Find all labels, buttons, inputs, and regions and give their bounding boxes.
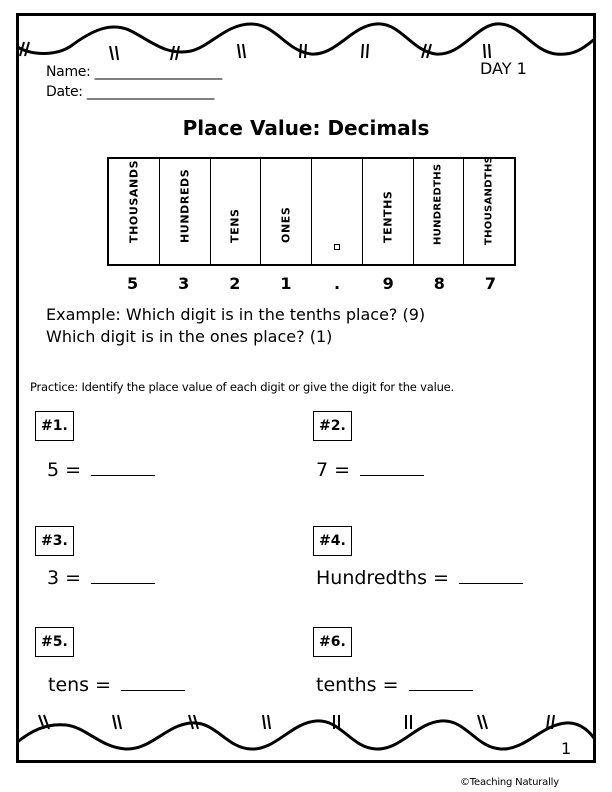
copyright-footer: ©Teaching Naturally xyxy=(460,777,559,788)
column-label: HUNDREDTHS xyxy=(432,163,444,245)
question-prompt: 7 = xyxy=(316,459,351,481)
digit: 3 xyxy=(178,274,190,293)
question-prompt: 5 = xyxy=(47,459,82,481)
column-tenths xyxy=(363,159,414,264)
question-1 xyxy=(47,459,155,481)
answer-blank[interactable] xyxy=(360,461,424,476)
answer-blank[interactable] xyxy=(459,569,523,584)
digit: 1 xyxy=(280,274,292,293)
name-field[interactable]: Name: ___________________ xyxy=(46,64,222,80)
answer-blank[interactable] xyxy=(91,569,155,584)
question-number-2: #2. xyxy=(313,411,352,441)
question-prompt: 3 = xyxy=(47,567,82,589)
question-number-3: #3. xyxy=(35,526,74,556)
question-2 xyxy=(316,459,424,481)
column-label: THOUSANDTHS xyxy=(483,155,495,245)
answer-blank[interactable] xyxy=(409,676,473,691)
date-field[interactable]: Date: ___________________ xyxy=(46,84,215,100)
question-5 xyxy=(48,674,185,696)
question-number-4: #4. xyxy=(313,526,352,556)
practice-instructions: Practice: Identify the place value of each digit or give the digit for the value. xyxy=(30,380,455,394)
digit: 5 xyxy=(126,274,139,293)
day-label: DAY 1 xyxy=(480,59,527,78)
column-tens xyxy=(211,159,262,264)
column-label: TENS xyxy=(228,208,242,243)
barbed-wire-top-border xyxy=(16,16,596,60)
column-label: ONES xyxy=(279,206,293,243)
digit: 2 xyxy=(229,274,241,293)
digit: 8 xyxy=(433,274,445,293)
place-value-chart xyxy=(107,157,516,266)
column-label: THOUSANDS xyxy=(127,159,141,243)
column-decimal-point xyxy=(312,159,363,264)
question-number-6: #6. xyxy=(313,627,352,657)
column-ones xyxy=(261,159,312,264)
digit: 9 xyxy=(382,274,394,293)
example-question-1: Example: Which digit is in the tenths place? (9) xyxy=(46,305,426,324)
question-number-5: #5. xyxy=(35,627,74,657)
question-6 xyxy=(316,674,473,696)
column-hundreds xyxy=(160,159,211,264)
barbed-wire-bottom-border xyxy=(16,713,596,757)
question-prompt: Hundredths = xyxy=(316,567,449,589)
column-label: HUNDREDS xyxy=(178,168,192,243)
page-number: 1 xyxy=(561,739,572,758)
question-4 xyxy=(316,567,523,589)
question-prompt: tenths = xyxy=(316,674,399,696)
answer-blank[interactable] xyxy=(91,461,155,476)
digit: 7 xyxy=(484,274,496,293)
column-thousands xyxy=(109,159,160,264)
example-question-2: Which digit is in the ones place? (1) xyxy=(46,327,333,346)
decimal-point-icon xyxy=(334,244,340,250)
question-number-1: #1. xyxy=(35,411,74,441)
digit: . xyxy=(334,274,341,293)
answer-blank[interactable] xyxy=(121,676,185,691)
question-prompt: tens = xyxy=(48,674,112,696)
column-thousandths xyxy=(464,155,514,264)
place-value-digits xyxy=(107,274,516,293)
column-hundredths xyxy=(414,159,465,264)
question-3 xyxy=(47,567,155,589)
column-label: TENTHS xyxy=(381,190,395,243)
page-title: Place Value: Decimals xyxy=(182,116,430,140)
